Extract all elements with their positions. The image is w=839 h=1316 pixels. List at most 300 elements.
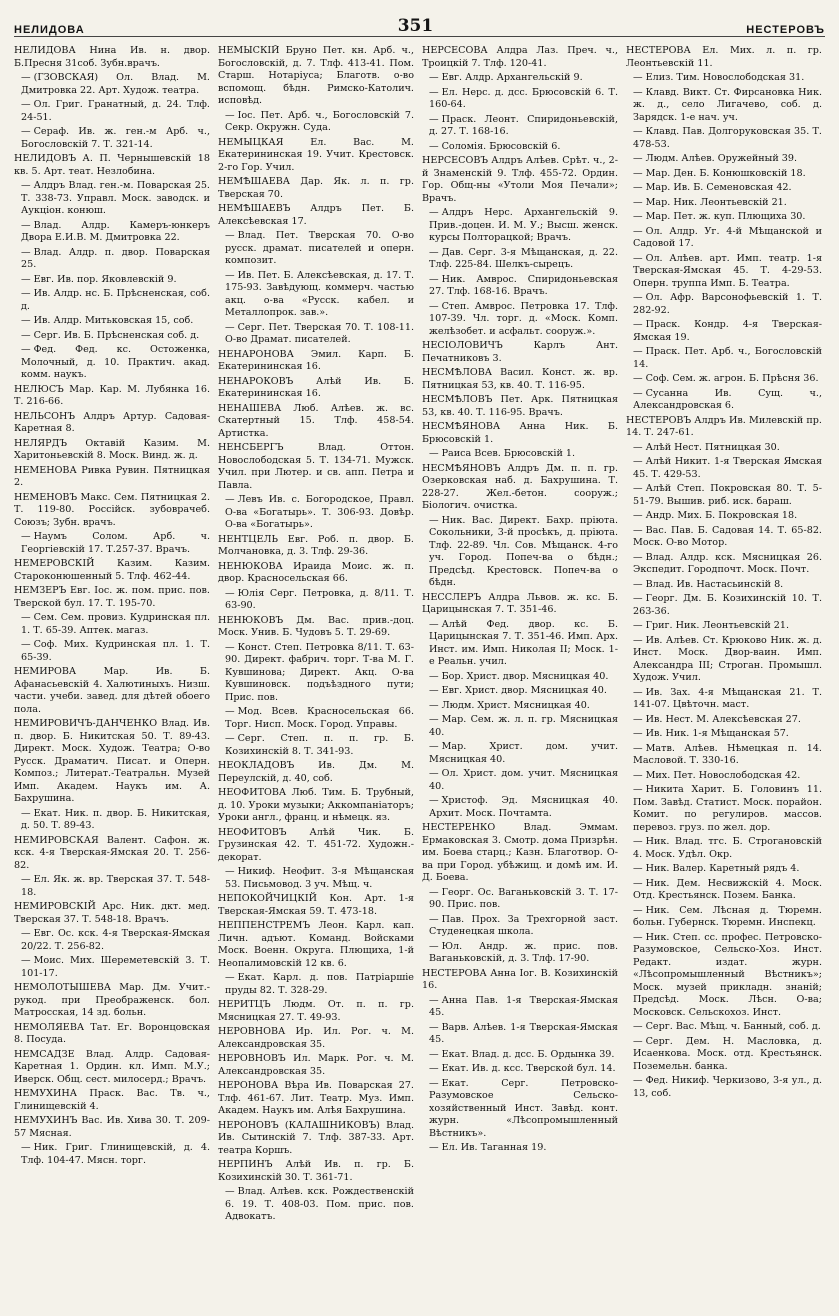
entry-dash: — [429,514,439,526]
entry-text: Моис. Мих. Шереметевскій 3. Т. 101-17. [21,955,210,979]
entry-text: Варв. Алѣев. 1-я Тверская-Ямская 45. [429,1021,618,1045]
entry-text: Мар. Сем. ж. л. п. гр. Мясницкая 40. [429,714,618,738]
entry-dash: — [633,319,643,330]
entry-text: НЕМѢШАЕВЪ Алдръ Пет. Б. Алексѣевская 17. [218,203,414,227]
directory-subentry [14,344,210,382]
directory-entry [14,982,210,1020]
entry-text: Ел. Нерс. д. дсс. Брюсовскій 6. Т. 160-64. [429,86,618,110]
entry-text: Серг. Пет. Тверская 70. Т. 108-11. О-во Драмат. писателей. [225,321,414,345]
entry-text: Георг. Ос. Ваганьковскій 3. Т. 17-90. Прис. пов. [429,886,618,910]
directory-subentry [626,687,822,712]
directory-subentry [14,99,210,124]
directory-subentry [14,928,210,953]
directory-subentry [626,1075,822,1100]
entry-text: Евг. Алдр. Архангельскій 9. [441,72,583,83]
directory-subentry [14,639,210,664]
directory-subentry [626,253,822,291]
entry-text: Мод. Всев. Красносельская 66. Торг. Нисп. Моск. Город. Управы. [225,706,414,730]
directory-subentry [422,768,618,793]
directory-subentry [626,510,822,523]
entry-dash: — [633,72,643,83]
entry-dash: — [429,1063,439,1074]
entry-dash: — [633,441,643,453]
entry-dash: — [633,211,643,222]
directory-entry [218,893,414,918]
entry-dash: — [21,126,31,137]
entry-text: Праск. Кондр. 4-я Тверская-Ямская 19. [633,319,822,343]
directory-subentry [626,1021,822,1034]
entry-text: Ив. Алдр. Митьковская 15, соб. [33,315,194,326]
directory-entry [422,367,618,392]
directory-entry [14,384,210,409]
entry-dash: — [633,551,643,563]
directory-subentry [14,955,210,980]
entry-dash: — [21,315,31,326]
entry-text: НЕНЮКОВА Ираида Моис. ж. п. двор. Красносельская 66. [218,560,414,584]
entry-text: Соф. Сем. ж. агрон. Б. Прѣсня 36. [645,373,819,384]
entry-text: НЕСМѢЛОВЪ Пет. Арк. Пятницкая 53, кв. 40. Т. 116-95. Врачъ. [422,394,618,418]
entry-text: Григ. Ник. Леонтьевскій 21. [645,620,790,631]
entry-dash: — [633,86,643,98]
entry-dash: — [633,456,643,467]
entry-text: НЕОФИТОВЪ Алѣй Чик. Б. Грузинская 42. Т. 451-72. Художн.-декорат. [218,826,414,863]
entry-text: НЕНАШЕВА Люб. Алѣев. ж. вс. Скатертный 15. Тлф. 458-54. Артистка. [218,402,414,439]
entry-text: НЕРПИНЪ Алѣй Ив. п. гр. Б. Козихинскій 30. Т. 361-71. [218,1159,414,1183]
directory-subentry [626,442,822,455]
directory-subentry [218,706,414,731]
entry-dash: — [633,904,643,916]
entry-dash: — [225,494,235,505]
entry-text: НЕСТЕРОВА Ел. Мих. л. п. гр. Леонтьевскій 11. [626,45,822,69]
directory-entry [218,787,414,825]
directory-subentry [626,878,822,903]
entry-dash: — [633,524,643,536]
entry-text: Левъ Ив. с. Богородское, Правл. О-ва «Богатырь». Т. 306-93. Довѣр. О-ва «Богатырь». [225,494,414,530]
directory-subentry [626,168,822,181]
entry-dash: — [429,768,439,779]
entry-text: НЕМЗЕРЪ Евг. Іос. ж. пом. прис. пов. Тверской бул. 17. Т. 195-70. [14,585,210,609]
directory-subentry [422,671,618,684]
entry-dash: — [429,795,439,806]
entry-text: Ник. Влад. тгс. Б. Строгановскій 4. Моск. Удѣл. Окр. [633,836,822,860]
entry-text: Ол. Алдр. Уг. 4-й Мѣщанской и Садовой 17. [633,225,822,249]
directory-subentry [422,1142,618,1155]
directory-subentry [422,1063,618,1076]
entry-text: Серг. Дем. Н. Масловка, д. Исаенкова. Моск. отд. Крестьянск. Поземельн. банка. [633,1035,822,1072]
entry-dash: — [225,109,235,121]
directory-entry [14,1115,210,1140]
directory-subentry [626,1036,822,1074]
entry-text: НЕСМѢЯНОВЪ Алдръ Дм. п. п. гр. Озерковская наб. д. Бахрушина. Т. 228-27. Жел.-бетон. сооруж.; Біологич. очистка. [422,462,618,511]
entry-text: Мар. Ив. Б. Семеновская 42. [645,182,792,193]
directory-subentry [422,274,618,299]
directory-subentry [218,642,414,705]
entry-text: (ГЗОВСКАЯ) Ол. Влад. М. Дмитровка 22. Арт. Худож. театра. [21,72,210,96]
entry-text: Влад. Алдр. кск. Мясницкая 26. Экспедит. Городпочт. Моск. Почт. [633,551,822,575]
entry-dash: — [429,1142,439,1153]
directory-entry [422,421,618,446]
directory-subentry [422,207,618,245]
directory-subentry [422,887,618,912]
directory-subentry [218,733,414,758]
entry-dash: — [429,886,439,898]
entry-text: Екат. Карл. д. пов. Патріаршіе пруды 82. Т. 328-29. [225,972,414,996]
directory-subentry [626,743,822,768]
directory-subentry [218,270,414,320]
entry-dash: — [225,706,235,717]
entry-dash: — [633,182,643,193]
directory-subentry [626,346,822,371]
entry-text: Пав. Прох. За Трехгорной заст. Студенецкая школа. [429,913,618,937]
entry-dash: — [633,742,643,754]
entry-text: Ив. Зах. 4-я Мѣщанская 21. Т. 141-07. Цвѣточн. маст. [633,686,822,710]
entry-dash: — [633,1035,643,1047]
directory-subentry [422,87,618,112]
entry-text: Екат. Ник. п. двор. Б. Никитская, д. 50. Т. 89-43. [21,807,210,831]
directory-entry [422,394,618,419]
entry-dash: — [633,346,643,357]
directory-subentry [14,808,210,833]
entry-text: Наумъ Солом. Арб. ч. Георгіевскій 17. Т.257-37. Врачъ. [21,531,210,555]
entry-text: Влад. Алдр. п. двор. Поварская 25. [21,246,210,270]
directory-entry [218,1080,414,1118]
directory-subentry [218,1186,414,1224]
directory-entry [14,1049,210,1087]
directory-entry [14,465,210,490]
entry-text: Андр. Мих. Б. Покровская 18. [645,510,798,521]
directory-entry [218,920,414,970]
directory-subentry [218,230,414,268]
directory-entry [14,1088,210,1113]
entry-text: НЕМУХИНА Праск. Вас. Тв. ч., Глинищевскій 4. [14,1088,210,1112]
entry-dash: — [21,344,31,355]
entry-text: Евг. Ив. пор. Яковлевскій 9. [33,273,177,285]
directory-entry [14,901,210,926]
entry-text: НЕМЕНОВА Ривка Рувин. Пятницкая 2. [14,464,210,488]
directory-entry [422,45,618,70]
entry-text: Ник. Сем. Лѣсная д. Тюремн. больн. Губернск. Тюремн. Инспекц. [633,904,822,928]
entry-dash: — [225,733,235,744]
entry-dash: — [429,714,439,725]
entry-text: Ив. Пет. Б. Алексѣевская, д. 17. Т. 175-93. Завѣдующ. коммерч. частью акц. о-ва «Русск. кабел. и Металлопрок. зав.». [225,269,414,318]
entry-dash: — [21,329,31,341]
directory-subentry [14,531,210,556]
directory-subentry [14,247,210,272]
directory-entry [422,155,618,205]
directory-subentry [422,914,618,939]
entry-text: Ив. Нест. М. Алексѣевская 27. [645,713,801,725]
directory-subentry [218,494,414,532]
entry-dash: — [633,836,643,847]
entry-dash: — [633,483,643,494]
entry-text: Евг. Христ. двор. Мясницкая 40. [441,685,607,696]
column-3 [422,45,618,1226]
entry-text: Ив. Алдр. нс. Б. Прѣсненская, соб. д. [21,288,210,312]
entry-text: Никита Харит. Б. Головинъ 11. Пом. Завѣд. Статист. Моск. порайон. Комит. по регулиров. массов. перевоз. груз. по жел. дор. [633,784,822,833]
entry-text: Ол. Христ. дом. учит. Мясницкая 40. [429,768,618,792]
directory-entry [14,438,210,463]
entry-text: Серг. Ив. Б. Прѣсненская соб. д. [33,329,200,341]
directory-entry [626,45,822,70]
entry-text: НЕСТЕРОВА Анна Іог. В. Козихинскій 16. [422,967,618,991]
entry-text: Серг. Степ. п. п. гр. Б. Козихинскій 8. Т. 341-93. [225,733,414,757]
entry-text: НЕЛИДОВА Нина Ив. н. двор. Б.Пресня 31соб. Зубн.врачъ. [14,45,210,69]
entry-dash: — [21,928,31,939]
directory-subentry [422,448,618,461]
directory-subentry [14,874,210,899]
entry-text: Людм. Христ. Мясницкая 40. [441,699,590,711]
entry-text: Алѣй Нест. Пятницкая 30. [645,441,780,453]
directory-entry [14,45,210,70]
directory-subentry [14,330,210,343]
entry-text: НЕМУХИНЪ Вас. Ив. Хива 30. Т. 209-57 Мясная. [14,1115,210,1139]
entry-dash: — [21,99,31,110]
running-head-left: НЕЛИДОВА [14,24,85,36]
entry-text: Мих. Пет. Новослободская 42. [645,769,801,781]
entry-dash: — [633,863,643,874]
entry-text: НЕЛЮСЪ Мар. Кар. М. Лубянка 16. Т. 216-66. [14,383,210,407]
directory-entry [218,349,414,374]
directory-subentry [14,315,210,328]
entry-dash: — [633,728,643,739]
directory-subentry [422,795,618,820]
entry-text: Алѣй Никит. 1-я Тверская Ямская 45. Т. 429-53. [633,456,822,480]
directory-subentry [422,114,618,139]
entry-text: Георг. Дм. Б. Козихинскій 10. Т. 263-36. [633,593,822,617]
entry-dash: — [633,620,643,631]
entry-text: Влад. Алѣев. кск. Рождественскій 6. 19. Т. 408-03. Пом. прис. пов. Адвокатъ. [225,1186,414,1222]
entry-text: Анна Пав. 1-я Тверская-Ямская 45. [429,994,618,1018]
entry-text: НЕМЕРОВСКІЙ Казим. Казим. Староконюшенный 5. Тлф. 462-44. [14,558,210,582]
entry-text: НЕРОВНОВА Ир. Ил. Рог. ч. М. Александровская 35. [218,1026,414,1050]
entry-text: Ник. Амврос. Спиридоньевская 27. Тлф. 168-16. Врачъ. [429,273,618,297]
entry-dash: — [21,612,31,623]
directory-subentry [422,685,618,698]
directory-entry [626,415,822,440]
entry-text: НЕМИРОВА Мар. Ив. Б. Афанасьевскій 4. Халютиныхъ. Низш. части. учеби. завед. для дѣтей обоего пола. [14,666,210,715]
entry-dash: — [429,699,439,711]
entry-text: Мар. Пет. ж. куп. Плющиха 30. [645,211,806,222]
entry-dash: — [429,72,439,83]
entry-text: НЕМЫСКІЙ Бруно Пет. кн. Арб. ч., Богословскій, д. 7. Тлф. 413-41. Пом. Старш. Нотаріуса; Благотв. о-во вспомощ. бѣдн. Римско-Католич. исповѣд. [218,45,414,106]
entry-text: Христоф. Эд. Мясницкая 40. Архит. Моск. Почтамта. [429,795,618,819]
directory-subentry [626,728,822,741]
directory-entry [14,558,210,583]
entry-dash: — [429,1077,439,1089]
directory-subentry [14,126,210,151]
entry-text: Алдръ Нерс. Архангельскій 9. Прив.-доцен. И. М. У.; Высш. женск. курсы Полторацкой; Врачъ. [429,207,618,243]
entry-text: Ник. Вас. Директ. Бахр. пріюта. Сокольники, 3-й просѣкъ, д. пріюта. Тлф. 22-89. Чл. Сов. Мѣщанск. 4-го уч. Город. Попеч-ва о бѣдн.; Предсѣд. Крестовск. Попеч-ва о бѣдн. [429,514,618,588]
entry-dash: — [429,1021,439,1033]
entry-text: НЕМИРОВСКАЯ Валент. Сафон. ж. кск. 4-я Тверская-Ямская 20. Т. 256-82. [14,834,210,871]
entry-text: Соф. Мих. Кудринская пл. 1. Т. 65-39. [21,639,210,663]
entry-text: НЕСІОЛОВИЧЪ Карлъ Ант. Печатниковъ 3. [422,340,618,364]
entry-text: Юлія Серг. Петровка, д. 8/11. Т. 63-90. [225,587,414,611]
entry-dash: — [21,807,31,819]
directory-subentry [422,714,618,739]
entry-text: Ел. Ив. Таганная 19. [441,1142,547,1153]
entry-dash: — [225,972,235,983]
entry-text: НЕМИРОВИЧЪ-ДАНЧЕНКО Влад. Ив. п. двор. Б. Никитская 50. Т. 89-43. Директ. Моск. Худож. Театра; О-во Русск. Драматич. Писат. и Оперн. Композ.; Литерат.-Театральн. Музей Имп. Академ. Наукъ им. А. Бахрушина. [14,718,210,804]
entry-text: Ив. Ник. 1-я Мѣщанская 57. [645,728,789,739]
entry-text: НЕОКЛАДОВЪ Ив. Дм. М. Переулскій, д. 40, соб. [218,760,414,784]
entry-text: НЕРОНОВА Вѣра Ив. Поварская 27. Тлф. 461-67. Лит. Театр. Муз. Имп. Академ. Наукъ им. Алѣя Бахрушина. [218,1080,414,1116]
entry-dash: — [21,273,31,285]
directory-subentry [14,180,210,218]
entry-text: Алѣй Степ. Покровская 80. Т. 5-51-79. Вышив. риб. иск. бараш. [633,483,822,507]
directory-subentry [422,72,618,85]
directory-subentry [626,932,822,1020]
entry-dash: — [633,167,643,179]
entry-dash: — [633,387,643,399]
entry-text: НЕОФИТОВА Люб. Тим. Б. Трубный, д. 10. Уроки музыки; Аккомпаніаторъ; Уроки англ., франц. и нѣмецк. яз. [218,787,414,823]
directory-entry [218,760,414,785]
entry-text: Ник. Валер. Каретный рядъ 4. [645,863,800,874]
entry-text: Фед. Фед. кс. Остоженка, Молочный, д. 10. Практич. акад. комм. наукъ. [21,344,210,380]
directory-entry [218,534,414,559]
directory-subentry [626,226,822,251]
directory-entry [218,137,414,175]
entry-dash: — [633,373,643,384]
directory-subentry [626,483,822,508]
directory-entry [218,615,414,640]
directory-entry [422,592,618,617]
directory-subentry [218,972,414,997]
entry-text: НЕНСБЕРГЪ Влад. Оттон. Новослободская 5. Т. 134-71. Мужск. Учил. при Лютер. и св. апп. Петра и Павла. [218,442,414,491]
entry-text: Сем. Сем. провиз. Кудринская пл. 1. Т. 65-39. Аптек. магаз. [21,612,210,636]
entry-dash: — [429,448,439,459]
page-number: 351 [397,16,434,36]
entry-text: Мар. Ник. Леонтьевскій 21. [645,196,787,208]
entry-text: Клавд. Викт. Ст. Фирсановка Ник. ж. д., село Лигачево, соб. д. Зарядск. 1-е нач. уч. [633,86,822,123]
entry-dash: — [21,874,31,885]
directory-subentry [422,141,618,154]
directory-subentry [218,110,414,135]
directory-subentry [626,373,822,386]
entry-dash: — [21,531,31,542]
entry-text: НЕНТЦЕЛЬ Евг. Роб. п. двор. Б. Молчановка, д. 3. Тлф. 29-36. [218,533,414,557]
entry-dash: — [429,207,439,218]
directory-subentry [626,635,822,685]
entry-dash: — [429,273,439,285]
entry-dash: — [21,955,31,966]
entry-dash: — [633,153,643,164]
entry-text: Бор. Христ. двор. Мясницкая 40. [441,670,609,682]
entry-text: Клавд. Пав. Долгоруковская 35. Т. 478-53. [633,126,822,150]
entry-dash: — [429,86,439,98]
directory-subentry [626,211,822,224]
entry-dash: — [429,300,439,312]
entry-dash: — [633,769,643,781]
entry-dash: — [633,126,643,137]
directory-entry [14,492,210,530]
directory-entry [14,666,210,716]
directory-subentry [422,995,618,1020]
entry-text: Людм. Алѣев. Оружейный 39. [645,153,798,164]
entry-text: Мар. Христ. дом. учит. Мясницкая 40. [429,741,618,765]
directory-entry [14,718,210,806]
entry-dash: — [633,1021,643,1032]
entry-dash: — [225,587,235,599]
entry-dash: — [21,72,31,83]
entry-text: НЕРСЕСОВА Алдра Лаз. Преч. ч., Троицкій 7. Тлф. 120-41. [422,45,618,69]
entry-dash: — [633,225,643,237]
entry-text: НЕМОЛЯЕВА Тат. Ег. Воронцовская 8. Посуда. [14,1021,210,1045]
entry-text: Фед. Никиф. Черкизово, 3-я ул., д. 13, соб. [633,1075,822,1099]
directory-subentry [626,714,822,727]
entry-dash: — [429,618,439,630]
entry-text: Ол. Афр. Варсонофьевскій 1. Т. 282-92. [633,292,822,316]
directory-subentry [626,72,822,85]
directory-entry [218,827,414,865]
directory-subentry [626,620,822,633]
directory-entry [218,203,414,228]
directory-entry [218,403,414,441]
directory-subentry [218,588,414,613]
directory-subentry [422,941,618,966]
entry-text: НЕССЛЕРЪ Алдра Львов. ж. кс. Б. Царицынская 7. Т. 351-46. [422,591,618,615]
directory-subentry [14,274,210,287]
running-head-right: НЕСТЕРОВЪ [746,24,825,36]
entry-text: НЕЛИДОВЪ А. П. Чернышевскій 18 кв. 5. Арт. теат. Незлобина. [14,153,210,177]
page-header [14,10,825,37]
directory-entry [218,45,414,108]
entry-text: НЕСМѢЛОВА Васил. Конст. ж. вр. Пятницкая 53, кв. 40. Т. 116-95. [422,367,618,391]
entry-text: НЕРОНОВЪ (КАЛАШНИКОВЪ) Влад. Ив. Сытинскій 7. Тлф. 387-33. Арт. театра Коршъ. [218,1119,414,1156]
column-2 [218,45,414,1226]
directory-entry [218,561,414,586]
entry-dash: — [225,230,235,241]
entry-text: НЕМСАДЗЕ Влад. Алдр. Садовая-Каретная 1. Ордин. кл. Имп. М.У.; Иверск. Общ. сест. милосерд.; Врачъ. [14,1048,210,1085]
directory-subentry [626,182,822,195]
entry-text: НЕЛЬСОНЪ Алдръ Артур. Садовая-Каретная 8. [14,410,210,434]
entry-text: Вас. Пав. Б. Садовая 14. Т. 65-82. Моск. О-во Мотор. [633,524,822,548]
entry-dash: — [429,246,439,258]
entry-dash: — [21,639,31,650]
entry-text: Раиса Всев. Брюсовскій 1. [441,448,576,459]
entry-text: Ив. Алѣев. Ст. Крюково Ник. ж. д. Инст. Моск. Двор-ваин. Имп. Александра III; Строган. Промышл. Худож. Учил. [633,634,822,683]
directory-subentry [14,220,210,245]
entry-text: НЕЛЯРДЪ Октавій Казим. М. Харитоньевскій 8. Моск. Винд. ж. д. [14,437,210,461]
entry-dash: — [633,634,643,646]
entry-text: Влад. Ив. Настасьинскій 8. [645,578,784,590]
directory-subentry [626,525,822,550]
directory-entry [218,999,414,1024]
entry-dash: — [633,931,643,943]
entry-text: Праск. Пет. Арб. ч., Богословскій 14. [633,346,822,370]
entry-dash: — [633,593,643,604]
entry-text: НЕМОЛОТЫШЕВА Мар. Дм. Учит.-рукод. при Преображенск. бол. Матросская, 14 зд. больн. [14,982,210,1018]
entry-dash: — [429,140,439,152]
entry-dash: — [429,1048,439,1060]
directory-subentry [626,388,822,413]
entry-text: Ел. Як. ж. вр. Тверская 37. Т. 548-18. [21,874,210,898]
directory-subentry [422,247,618,272]
entry-text: Сераф. Ив. ж. ген.-м Арб. ч., Богословскій 7. Т. 321-14. [21,126,210,150]
entry-text: Мар. Ден. Б. Конюшковскій 18. [645,167,806,179]
entry-dash: — [429,685,439,696]
directory-entry [14,835,210,873]
entry-dash: — [429,940,439,952]
directory-subentry [626,579,822,592]
entry-text: НЕППЕНСТРЕМЪ Леон. Карл. кап. Личн. адъют. Команд. Войсками Моск. Военн. Округа. Плющиха, 1-й Неопалимовскій 12 кв. 6. [218,920,414,969]
entry-text: Елиз. Тим. Новослободская 31. [645,72,805,83]
entry-dash: — [633,292,643,303]
entry-dash: — [21,246,31,258]
entry-text: НЕНАРОКОВЪ Алѣй Ив. Б. Екатерининская 16. [218,375,414,399]
entry-dash: — [633,196,643,208]
entry-dash: — [21,1142,31,1153]
